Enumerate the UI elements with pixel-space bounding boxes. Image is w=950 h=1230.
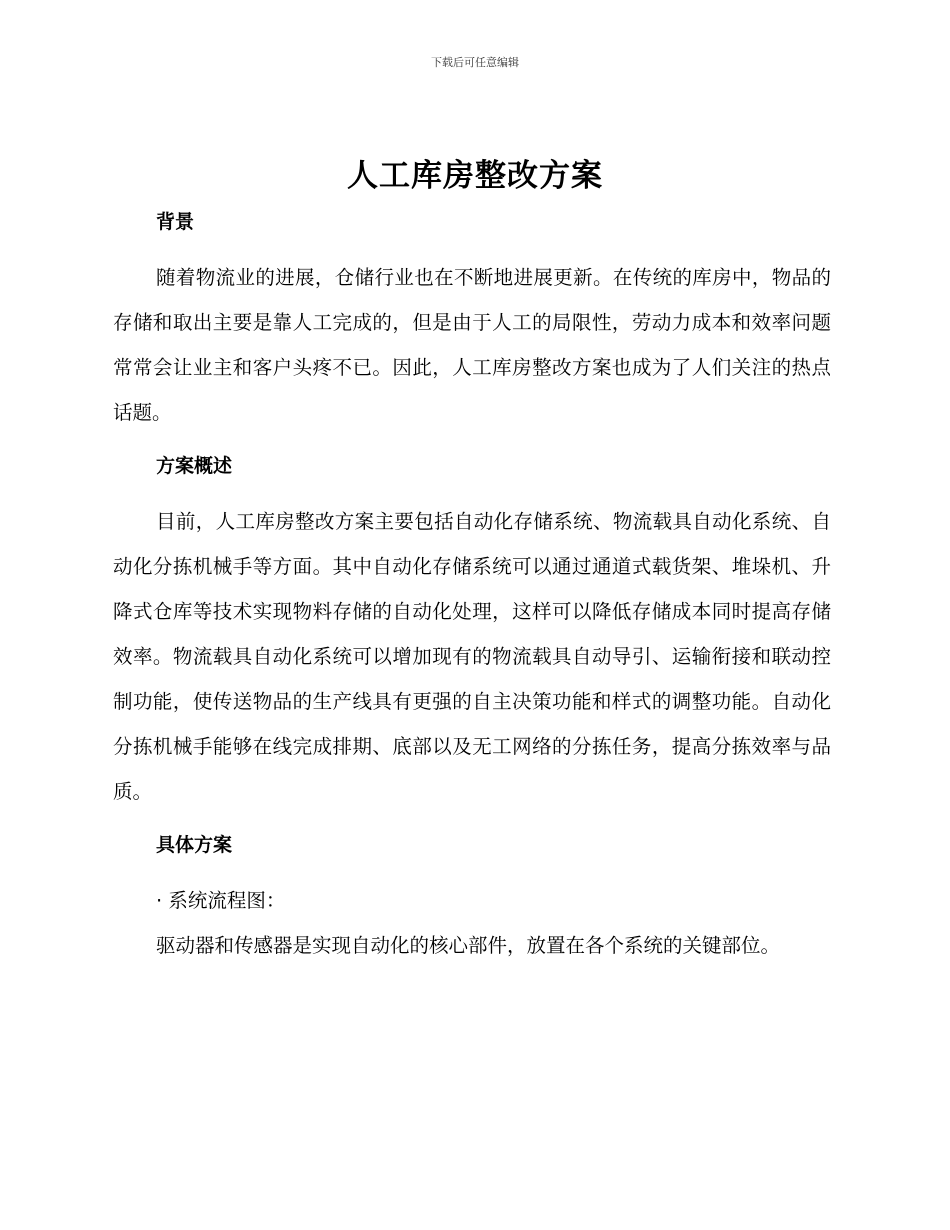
page-header: 下载后可任意编辑 [431,56,519,69]
document-body [113,203,831,968]
overview-paragraph: 目前，人工库房整改方案主要包括自动化存储系统、物流载具自动化系统、自动化分拣机械手等方面。其中自动化存储系统可以通过通道式载货架、堆垛机、升降式仓库等技术实现物料存储的自动化处理，这样可以降低存储成本同时提高存储效率。物流载具自动化系统可以增加现有的物流载具自动导引、运输衔接和联动控制功能，使传送物品的生产线具有更强的自主决策功能和样式的调整功能。自动化分拣机械手能够在线完成排期、底部以及无工网络的分拣任务，提高分拣效率与品质。 [113,510,831,803]
details-paragraph: 驱动器和传感器是实现自动化的核心部件，放置在各个系统的关键部位。 [156,934,781,957]
section-heading-overview: 方案概述 [156,455,233,477]
section-heading-background: 背景 [156,211,195,233]
section-heading-details: 具体方案 [156,834,233,856]
document-title: 人工库房整改方案 [347,158,603,194]
background-paragraph: 随着物流业的进展，仓储行业也在不断地进展更新。在传统的库房中，物品的存储和取出主要是靠人工完成的，但是由于人工的局限性，劳动力成本和效率问题常常会让业主和客户头疼不已。因此，人工库房整改方案也成为了人们关注的热点话题。 [113,266,831,424]
flowchart-bullet: · 系统流程图： [156,889,286,912]
